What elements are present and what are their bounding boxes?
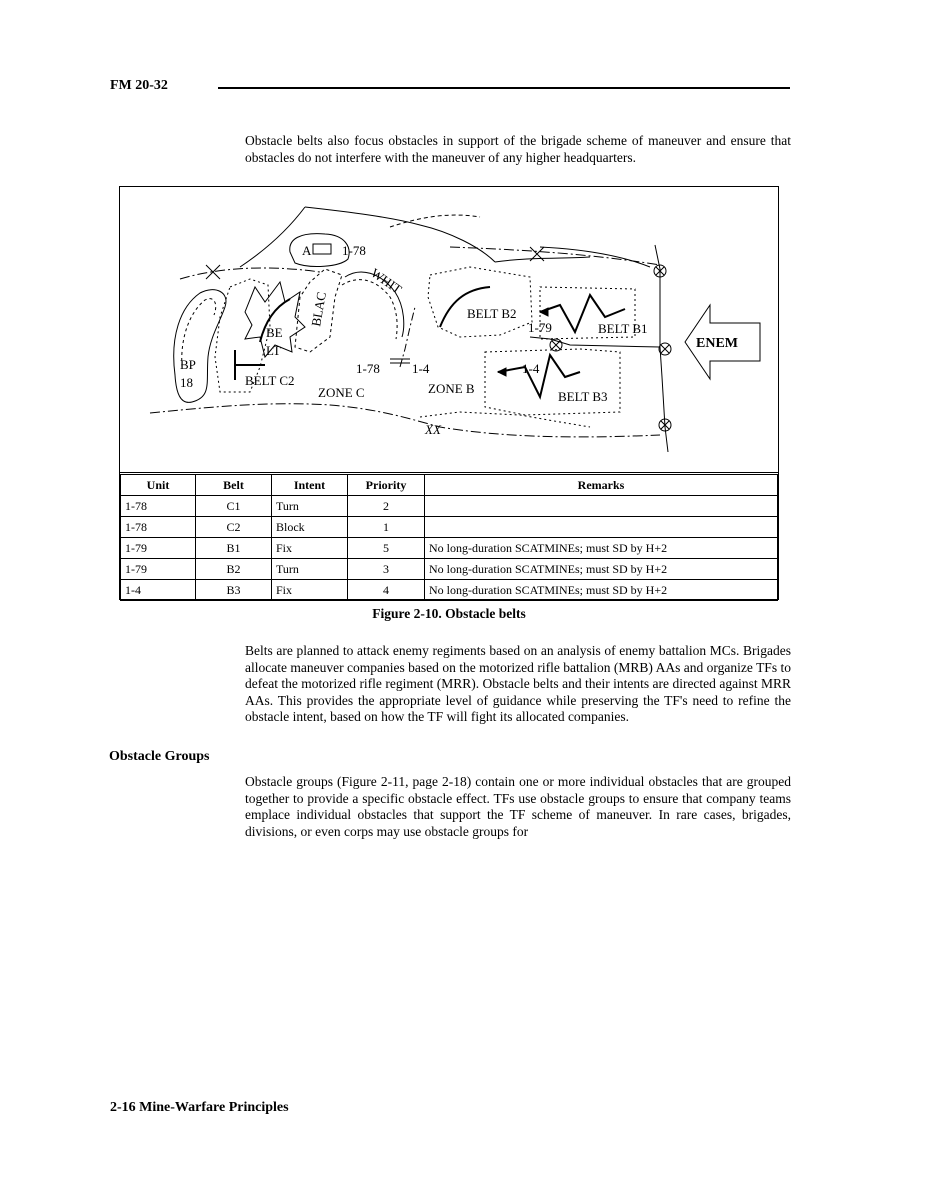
label-zone-b: ZONE B — [428, 381, 475, 396]
cell-remarks — [425, 517, 778, 538]
cell-priority: 5 — [348, 538, 425, 559]
cell-remarks: No long-duration SCATMINEs; must SD by H+2 — [425, 538, 778, 559]
col-unit: Unit — [121, 474, 196, 496]
label-belt-c2: BELT C2 — [245, 373, 295, 388]
cell-remarks — [425, 496, 778, 517]
cell-intent: Block — [272, 517, 348, 538]
road-segment — [530, 337, 660, 347]
table-row — [121, 580, 778, 601]
obstacle-belt-table — [120, 472, 778, 601]
label-xx: XX — [425, 422, 441, 437]
col-priority: Priority — [348, 474, 425, 496]
cell-priority: 3 — [348, 559, 425, 580]
cell-remarks: No long-duration SCATMINEs; must SD by H+2 — [425, 580, 778, 601]
label-blac: BLAC — [308, 290, 329, 328]
label-be: BE — [266, 325, 283, 340]
label-unit-a: A — [302, 243, 312, 258]
cell-belt: C1 — [196, 496, 272, 517]
page-footer: 2-16 Mine-Warfare Principles — [110, 1100, 289, 1115]
unit-a-area — [290, 234, 349, 267]
label-boundary-left: 1-78 — [356, 361, 380, 376]
label-belt-b3: BELT B3 — [558, 389, 608, 404]
cell-unit: 1-4 — [121, 580, 196, 601]
cell-intent: Turn — [272, 559, 348, 580]
col-remarks: Remarks — [425, 474, 778, 496]
label-enemy: ENEM — [696, 336, 738, 351]
label-boundary-right: 1-4 — [412, 361, 430, 376]
label-zone-c: ZONE C — [318, 385, 365, 400]
label-unit-179: 1-79 — [528, 320, 552, 335]
col-intent: Intent — [272, 474, 348, 496]
label-bp-num: 18 — [180, 375, 193, 390]
terrain-line — [240, 207, 305, 267]
terrain-line — [540, 247, 650, 267]
header-rule — [218, 87, 790, 89]
cell-priority: 4 — [348, 580, 425, 601]
figure-obstacle-belts — [119, 186, 779, 600]
section-heading-obstacle-groups: Obstacle Groups — [109, 749, 210, 764]
zone-boundary-marker — [390, 359, 410, 363]
label-whit: WHIT — [368, 265, 405, 297]
belts-paragraph: Belts are planned to attack enemy regiments based on an analysis of enemy battalion MCs. Brigades allocate maneuver companies based on the motorized rifle battalion (MRB) AAs and organize TFs to defeat the motorized rifle regiment (MRR). Obstacle belts and their intents are directed against MRR AAs. This provides the appropriate level of guidance while preserving the TF's need to refine the obstacle intent, based on how the TF will fight its allocated companies. — [245, 643, 791, 725]
label-belt-b1: BELT B1 — [598, 321, 648, 336]
cell-remarks: No long-duration SCATMINEs; must SD by H+2 — [425, 559, 778, 580]
table-row — [121, 538, 778, 559]
cell-unit: 1-79 — [121, 538, 196, 559]
cell-belt: B3 — [196, 580, 272, 601]
table-row — [121, 517, 778, 538]
cell-unit: 1-78 — [121, 496, 196, 517]
intro-paragraph: Obstacle belts also focus obstacles in support of the brigade scheme of maneuver and ensure that obstacles do not interfere with the maneuver of any higher headquarters. — [245, 133, 791, 165]
label-unit-14: 1-4 — [522, 361, 540, 376]
obstacle-belt-map — [120, 187, 778, 471]
label-lt: LT — [266, 343, 281, 358]
cell-intent: Turn — [272, 496, 348, 517]
label-unit-a-id: 1-78 — [342, 243, 366, 258]
groups-paragraph: Obstacle groups (Figure 2-11, page 2-18) contain one or more individual obstacles that are grouped together to provide a specific obstacle effect. TFs use obstacle groups to ensure that company teams emplace individual obstacles that support the TF scheme of maneuver. In rare cases, brigades, divisions, or even corps may use obstacle groups for — [245, 774, 791, 839]
figure-caption: Figure 2-10. Obstacle belts — [372, 606, 526, 621]
cell-priority: 2 — [348, 496, 425, 517]
label-belt-b2: BELT B2 — [467, 306, 517, 321]
running-header: FM 20-32 — [110, 78, 168, 93]
table-header-row — [121, 474, 778, 496]
table-row — [121, 559, 778, 580]
label-bp: BP — [180, 357, 196, 372]
cell-unit: 1-78 — [121, 517, 196, 538]
unit-a-symbol — [313, 244, 331, 254]
cell-intent: Fix — [272, 580, 348, 601]
cell-unit: 1-79 — [121, 559, 196, 580]
boundary-line-bottom — [150, 404, 660, 437]
cell-intent: Fix — [272, 538, 348, 559]
belt-b2-outline — [428, 267, 532, 337]
x-marker — [206, 265, 220, 279]
col-belt: Belt — [196, 474, 272, 496]
cell-priority: 1 — [348, 517, 425, 538]
cell-belt: C2 — [196, 517, 272, 538]
cell-belt: B2 — [196, 559, 272, 580]
cell-belt: B1 — [196, 538, 272, 559]
table-row — [121, 496, 778, 517]
